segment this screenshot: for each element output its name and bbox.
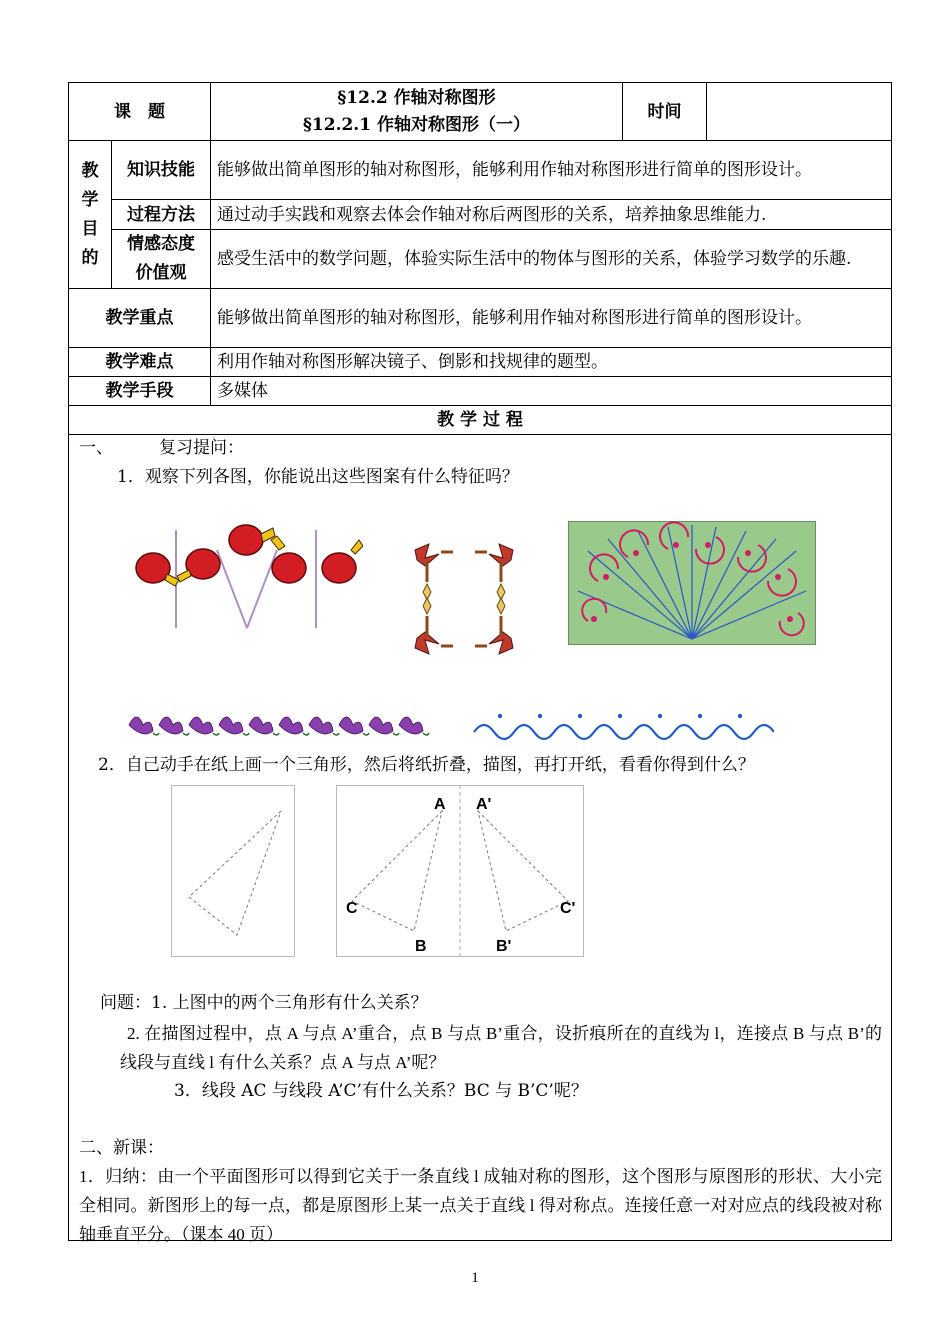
- time-label: 时间: [623, 83, 707, 141]
- objective-label-process: 过程方法: [112, 200, 211, 230]
- triangle-drawing-folded: [336, 785, 584, 957]
- means-text: 多媒体: [211, 377, 892, 406]
- lantern-mirror-image: [131, 520, 363, 632]
- wave-strip-image: [470, 706, 774, 742]
- issue-3: 3．线段 AC 与线段 A’C’有什么关系？BC 与 B’C’呢？: [174, 1081, 588, 1101]
- process-heading: 教 学 过 程: [69, 406, 892, 435]
- page-number: 1: [471, 1270, 479, 1286]
- topic-label: 课 题: [69, 83, 211, 141]
- key-points-text: 能够做出简单图形的轴对称图形，能够利用作轴对称图形进行简单的图形设计。: [211, 289, 892, 348]
- lesson-plan-table: [68, 82, 892, 1244]
- label-C: C: [346, 900, 358, 917]
- label-A-prime: A': [476, 796, 492, 813]
- objectives-group-label: 教 学 目 的: [69, 141, 112, 289]
- fan-pattern-image: [568, 521, 816, 645]
- lesson-title: [211, 83, 623, 141]
- star-border-image: [405, 540, 523, 658]
- objective-text-process: 通过动手实践和观察去体会作轴对称后两图形的关系，培养抽象思维能力.: [211, 200, 892, 230]
- flower-strip-image: [123, 705, 435, 741]
- time-value: [707, 83, 892, 141]
- objective-text-knowledge: 能够做出简单图形的轴对称图形，能够利用作轴对称图形进行简单的图形设计。: [211, 141, 892, 200]
- means-label: 教学手段: [69, 377, 211, 406]
- process-body: [69, 435, 892, 1244]
- section2-title: 二、新课：: [79, 1138, 164, 1158]
- label-B: B: [415, 938, 427, 955]
- difficulty-text: 利用作轴对称图形解决镜子、倒影和找规律的题型。: [211, 348, 892, 377]
- issue-1: 问题：1. 上图中的两个三角形有什么关系？: [100, 993, 428, 1013]
- label-C-prime: C': [560, 900, 576, 917]
- objective-label-attitude: 情感态度 价值观: [112, 230, 211, 289]
- question-2: 2．自己动手在纸上画一个三角形，然后将纸折叠，描图，再打开纸，看看你得到什么？: [98, 755, 755, 775]
- objective-text-attitude: 感受生活中的数学问题，体验实际生活中的物体与图形的关系，体验学习数学的乐趣.: [211, 230, 892, 289]
- objective-label-knowledge: 知识技能: [112, 141, 211, 200]
- label-A: A: [434, 796, 446, 813]
- section1-title: 复习提问：: [159, 438, 244, 458]
- label-B-prime: B': [496, 938, 512, 955]
- issue-2: 2. 在描图过程中，点 A 与点 A’重合，点 B 与点 B’重合，设折痕所在的直线为 l，连接点 B 与点 B’的线段与直线 l 有什么关系？点 A 与点 A’呢？: [120, 1024, 882, 1072]
- new-lesson-summary: 1．归纳：由一个平面图形可以得到它关于一条直线 l 成轴对称的图形，这个图形与原图形的形状、大小完全相同。新图形上的每一点，都是原图形上某一点关于直线 l 得对称点。连接任意一对对应点的线段被对称轴垂直平分。（课本 40 页）: [79, 1167, 882, 1244]
- difficulty-label: 教学难点: [69, 348, 211, 377]
- question-1: 1．观察下列各图，你能说出这些图案有什么特征吗？: [117, 467, 519, 487]
- triangle-drawing-single: [171, 785, 295, 957]
- lesson-title-line2: §12.2.1 作轴对称图形（一）: [303, 114, 530, 135]
- lesson-title-line1: §12.2 作轴对称图形: [337, 87, 496, 108]
- section1-number: 一、: [79, 438, 113, 458]
- key-points-label: 教学重点: [69, 289, 211, 348]
